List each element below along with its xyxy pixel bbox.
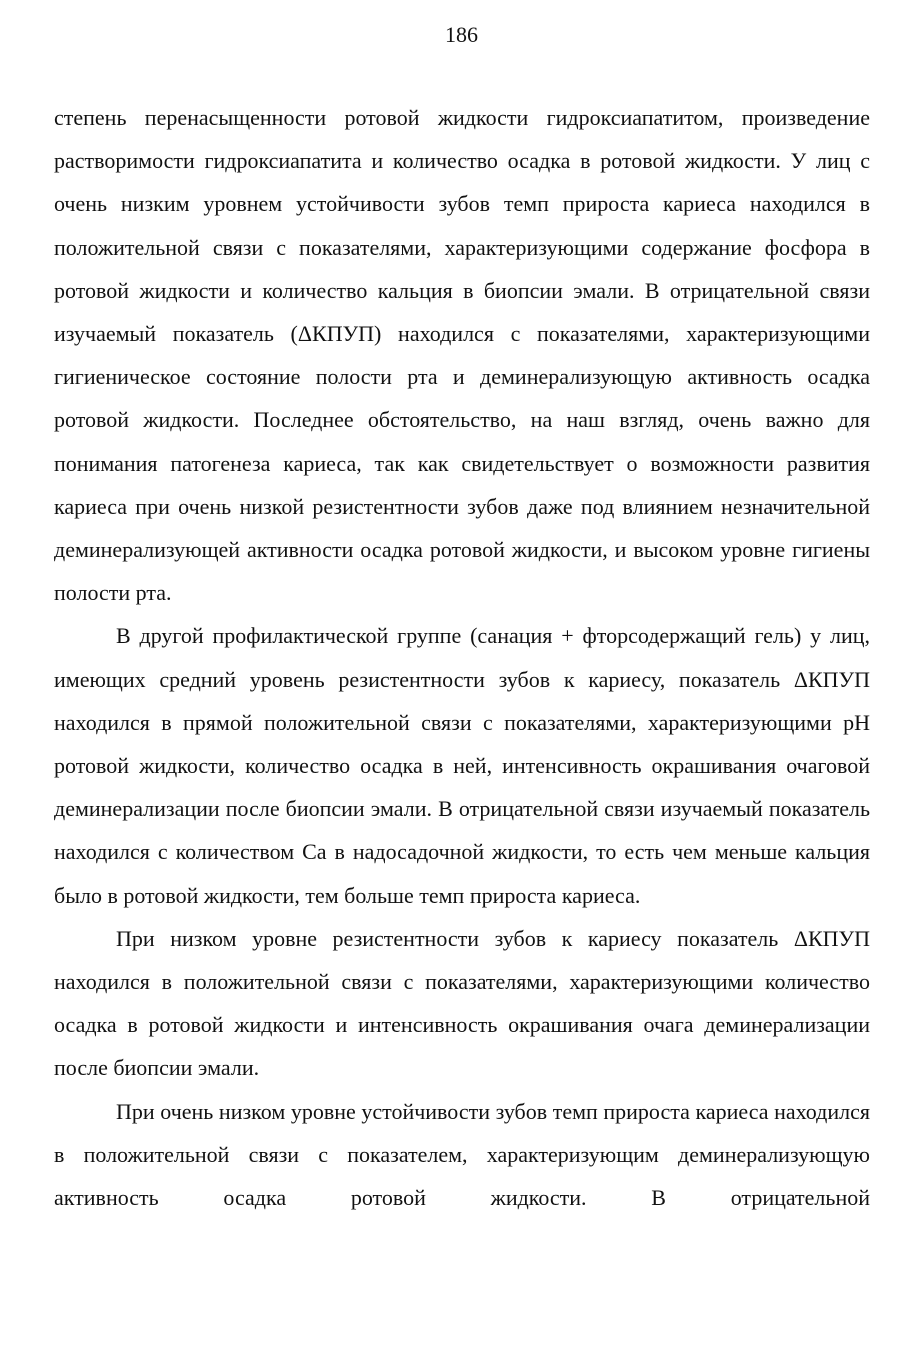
paragraph-very-low-resistance: При очень низком уровне устойчивости зубов темп прироста кариеса находился в положительной связи с показателем, характеризующим деминерализующую активность осадка ротовой жидкости. В отрицательной	[54, 1098, 870, 1211]
paragraph-continued: степень перенасыщенности ротовой жидкости гидроксиапатитом, произведение растворимости гидроксиапатита и количество осадка в ротовой жидкости. У лиц с очень низким уровнем устойчивости зубов темп прироста кариеса находился в положительной связи с показателями, характеризующими содержание фосфора в ротовой жидкости и количество кальция в биопсии эмали. В отрицательной связи изучаемый показатель (ΔКПУП) находился с показателями, характеризующими гигиеническое состояние полости рта и деминерализующую активность осадка ротовой жидкости. Последнее обстоятельство, на наш взгляд, очень важно для понимания патогенеза кариеса, так как свидетельствует о возможности развития кариеса при очень низкой резистентности зубов даже под влиянием незначительной деминерализующей активности осадка ротовой жидкости, и высоком уровне гигиены полости рта.	[54, 105, 870, 606]
paragraph-low-resistance: При низком уровне резистентности зубов к кариесу показатель ΔКПУП находился в положительной связи с показателями, характеризующими количество осадка в ротовой жидкости и интенсивность окрашивания очага деминерализации после биопсии эмали.	[54, 925, 870, 1081]
paragraph-prophylactic-group: В другой профилактической группе (санация + фторсодержащий гель) у лиц, имеющих средний уровень резистентности зубов к кариесу, показатель ΔКПУП находился в прямой положительной связи с показателями, характеризующими pH ротовой жидкости, количество осадка в ней, интенсивность окрашивания очаговой деминерализации после биопсии эмали. В отрицательной связи изучаемый показатель находился с количеством Ca в надосадочной жидкости, то есть чем меньше кальция было в ротовой жидкости, тем больше темп прироста кариеса.	[54, 623, 870, 908]
page-number: 186	[445, 22, 478, 47]
body-text	[54, 96, 870, 1219]
